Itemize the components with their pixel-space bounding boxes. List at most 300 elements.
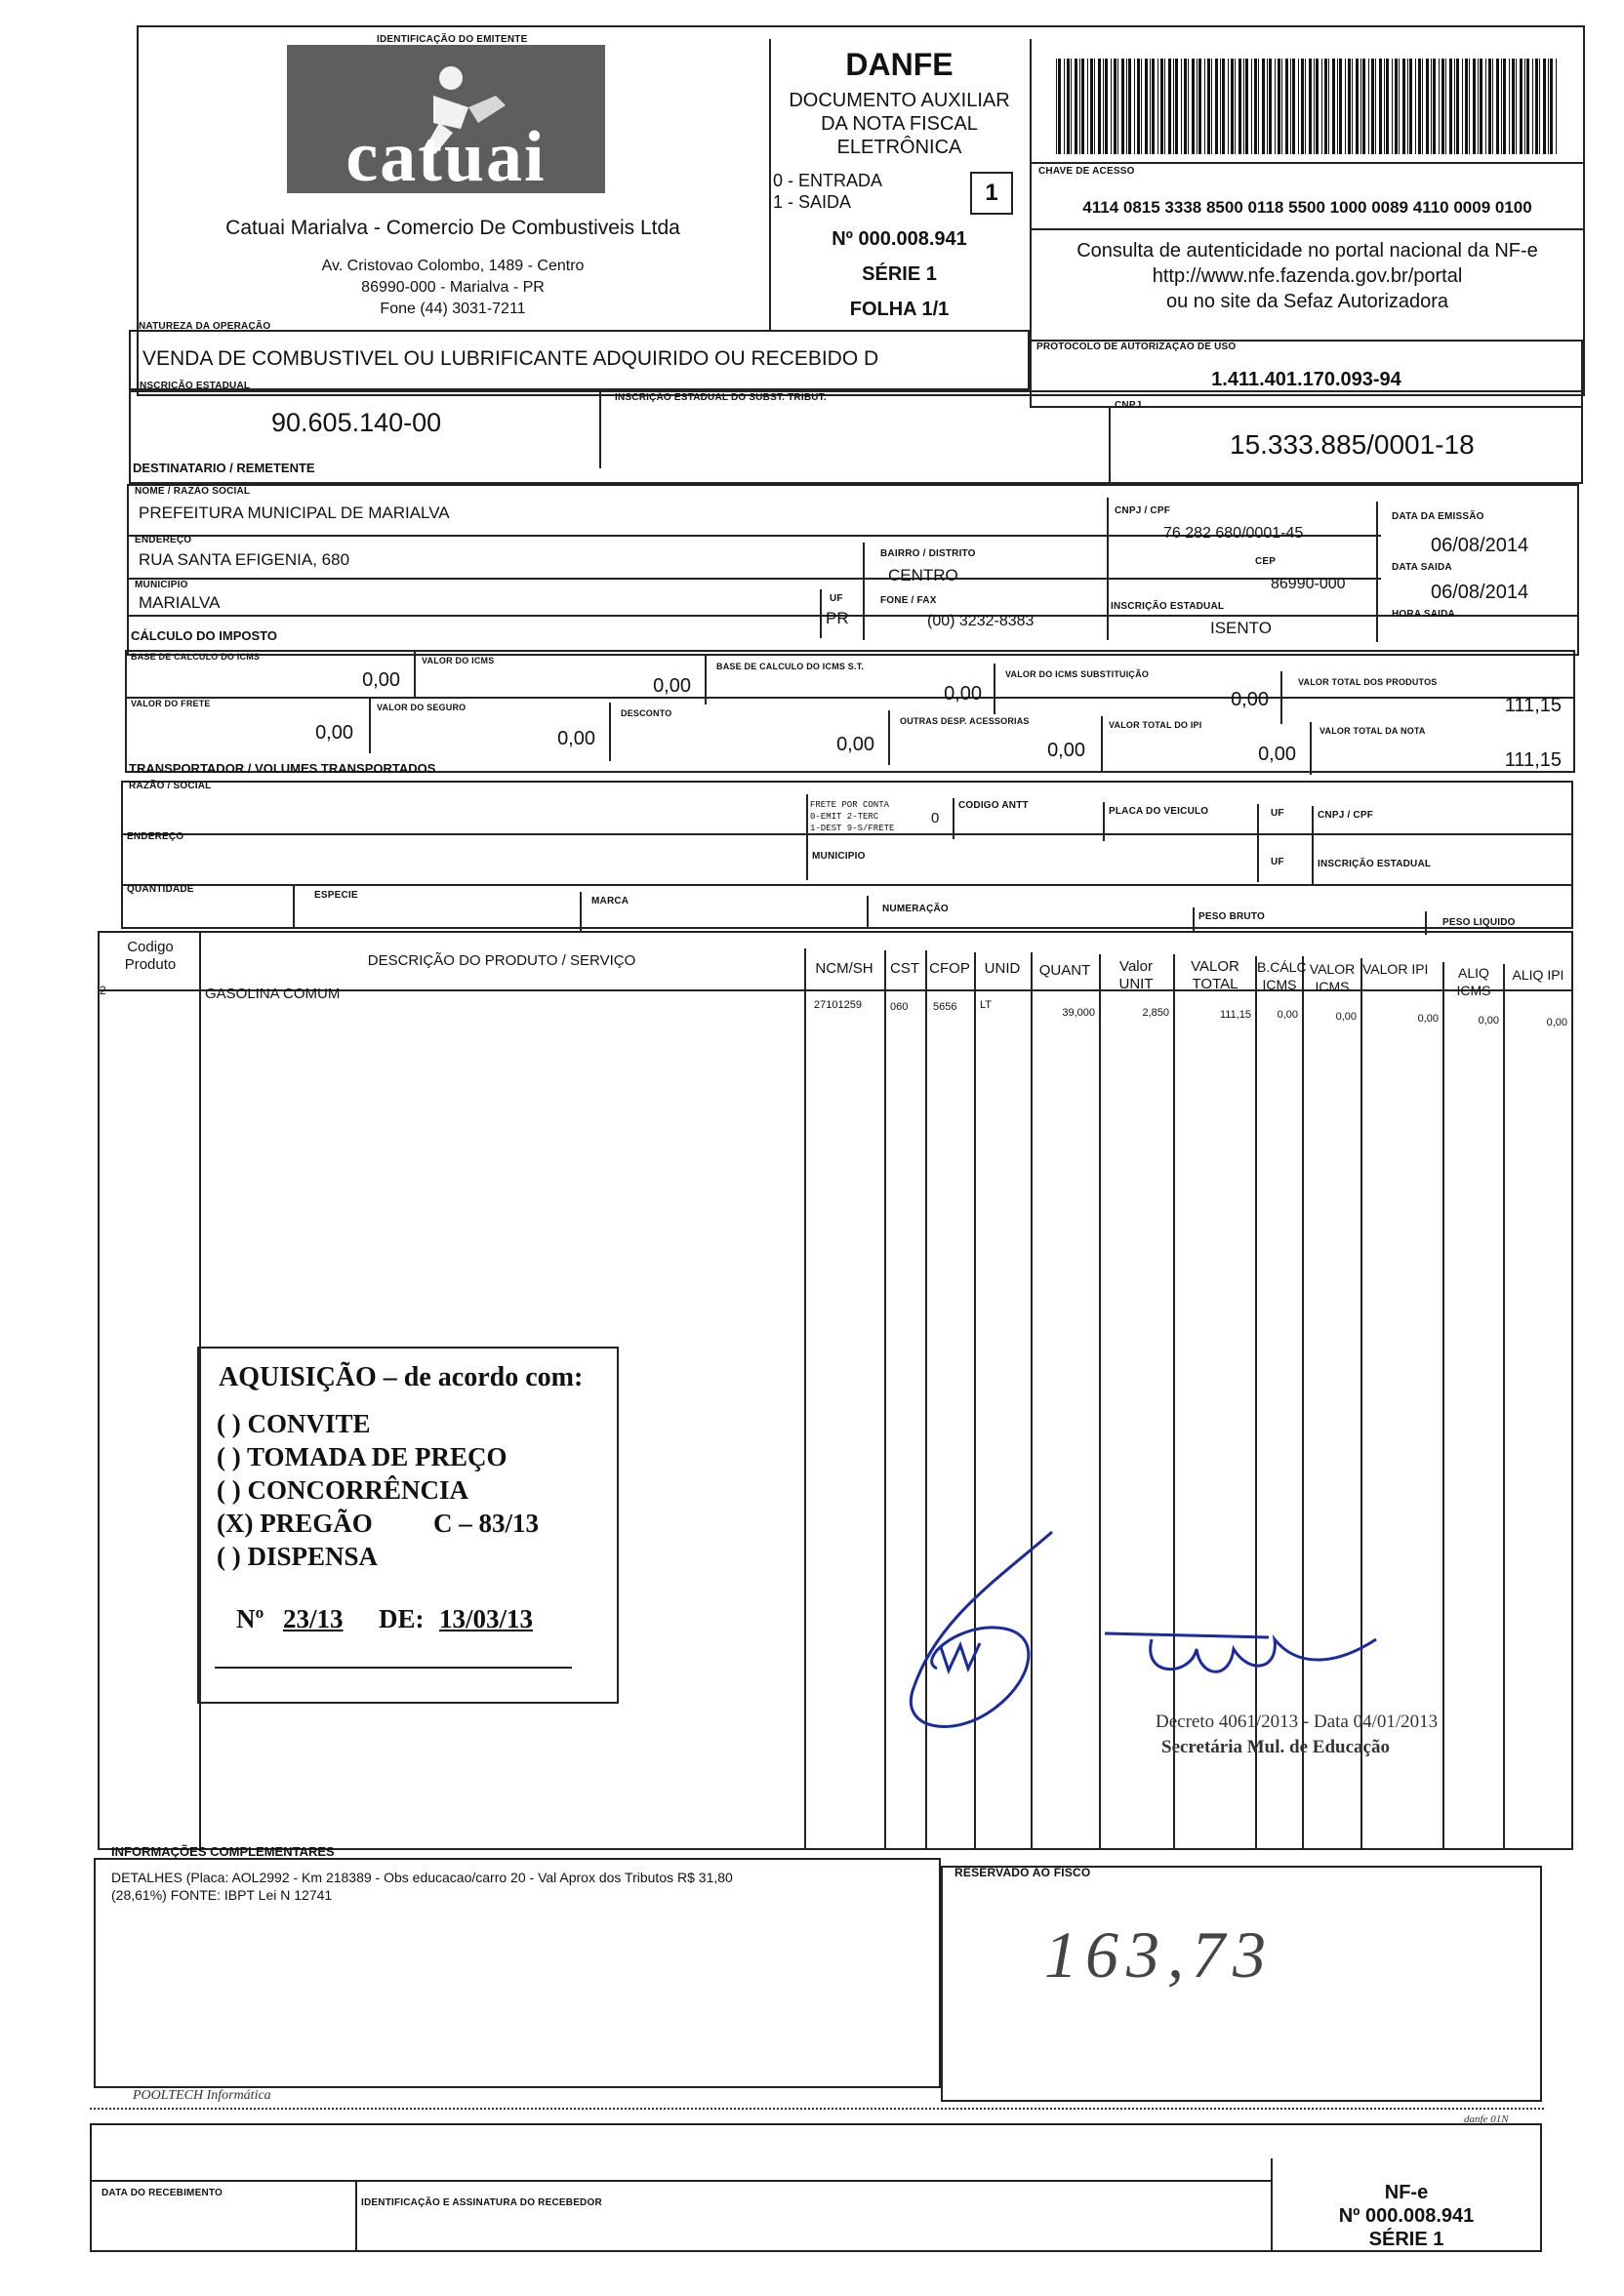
barcode-bar <box>1075 59 1077 154</box>
transp-uf2-label: UF <box>1271 857 1284 867</box>
barcode-bar <box>1251 59 1252 154</box>
th-cst: CST <box>890 960 919 977</box>
col-divider <box>804 948 806 1850</box>
barcode-bar <box>1550 59 1553 154</box>
razao-label: RAZÃO / SOCIAL <box>129 781 212 791</box>
stamp-dispensa: ( ) DISPENSA <box>217 1542 379 1571</box>
th-descricao: DESCRIÇÃO DO PRODUTO / SERVIÇO <box>367 952 636 969</box>
barcode-bar <box>1181 59 1182 154</box>
cep: 86990-000 <box>1271 576 1346 592</box>
barcode-bar <box>1258 59 1259 154</box>
cell-vicms: 0,00 <box>1335 1011 1357 1023</box>
danfe-serie: SÉRIE 1 <box>862 263 937 285</box>
divider <box>355 2180 357 2252</box>
stamp-title: AQUISIÇÃO – de acordo com: <box>219 1362 584 1392</box>
transportador-section: TRANSPORTADOR / VOLUMES TRANSPORTADOS <box>129 761 436 776</box>
divider <box>90 2180 1273 2182</box>
data-emissao-label: DATA DA EMISSÃO <box>1392 511 1484 522</box>
barcode-bar <box>1456 59 1459 154</box>
data-recebimento-label: DATA DO RECEBIMENTO <box>102 2188 223 2198</box>
barcode-bar <box>1079 59 1080 154</box>
barcode-bar <box>1532 59 1533 154</box>
base-st-label: BASE DE CALCULO DO ICMS S.T. <box>716 662 865 671</box>
barcode-bar <box>1339 59 1342 154</box>
placa-label: PLACA DO VEICULO <box>1109 806 1209 817</box>
peso-liquido-label: PESO LIQUIDO <box>1442 917 1516 928</box>
barcode-bar <box>1449 59 1452 154</box>
th-quant: QUANT <box>1038 962 1091 979</box>
natureza-value: VENDA DE COMBUSTIVEL OU LUBRIFICANTE ADQUIRIDO OU RECEBIDO D <box>142 347 879 370</box>
danfe-title: DANFE <box>845 47 954 82</box>
base-icms-label: BASE DE CALCULO DO ICMS <box>131 652 261 662</box>
barcode-bar <box>1384 59 1385 154</box>
barcode-bar <box>1121 59 1124 154</box>
barcode-bar <box>1454 59 1455 154</box>
barcode-bar <box>1145 59 1148 154</box>
barcode-bar <box>1111 59 1112 154</box>
divider <box>121 884 1573 886</box>
barcode-bar <box>1478 59 1479 154</box>
municipio-label: MUNICIPIO <box>135 580 188 590</box>
barcode-bar <box>1348 59 1351 154</box>
barcode-bar <box>1431 59 1432 154</box>
barcode-bar <box>1128 59 1131 154</box>
barcode-bar <box>1243 59 1244 154</box>
cell-quant: 39,000 <box>1062 1007 1095 1019</box>
barcode-bar <box>1433 59 1436 154</box>
total-produtos: 111,15 <box>1504 695 1562 716</box>
desconto: 0,00 <box>836 734 874 755</box>
divider <box>1312 806 1314 884</box>
barcode-bar <box>1386 59 1389 154</box>
transp-endereco-label: ENDEREÇO <box>127 831 184 842</box>
identificacao-label: IDENTIFICAÇÃO E ASSINATURA DO RECEBEDOR <box>361 2197 602 2208</box>
tipo-saida: 1 - SAIDA <box>773 192 852 212</box>
divider <box>1310 722 1312 775</box>
divider <box>863 543 865 640</box>
bairro-label: BAIRRO / DISTRITO <box>880 548 976 559</box>
company-logo <box>287 45 605 197</box>
barcode-bar <box>1337 59 1338 154</box>
seguro-label: VALOR DO SEGURO <box>377 703 467 712</box>
transp-cnpj-label: CNPJ / CPF <box>1318 810 1374 821</box>
barcode-bar <box>1501 59 1502 154</box>
barcode-bar <box>1356 59 1359 154</box>
valor-icms-label: VALOR DO ICMS <box>422 656 495 665</box>
th-bcalc: B.CÁLC ICMS <box>1257 959 1307 992</box>
stamp-signature-line <box>215 1667 572 1669</box>
software-credit: POOLTECH Informática <box>133 2088 271 2103</box>
barcode-bar <box>1301 59 1304 154</box>
barcode-bar <box>1409 59 1412 154</box>
barcode-bar <box>1105 59 1108 154</box>
barcode-bar <box>1539 59 1540 154</box>
valor-icms: 0,00 <box>653 675 691 697</box>
frete-conta-value: 0 <box>931 810 940 826</box>
cell-ncm: 27101259 <box>814 999 862 1011</box>
barcode-bar <box>1269 59 1272 154</box>
barcode-bar <box>1094 59 1095 154</box>
transp-municipio-label: MUNICIPIO <box>812 851 866 862</box>
ipi: 0,00 <box>1258 744 1296 765</box>
cell-aicms: 0,00 <box>1478 1015 1499 1027</box>
frete-conta-1: FRETE POR CONTA <box>810 800 890 810</box>
barcode-bar <box>1098 59 1101 154</box>
outras: 0,00 <box>1047 740 1085 761</box>
frete-label: VALOR DO FRETE <box>131 699 211 708</box>
divider <box>599 390 601 468</box>
barcode-bar <box>1152 59 1155 154</box>
barcode-bar <box>1231 59 1234 154</box>
barcode-bar <box>1316 59 1319 154</box>
barcode-bar <box>1211 59 1212 154</box>
frete-conta-2: 0-EMIT 2-TERC <box>810 812 879 822</box>
divider <box>121 833 1573 835</box>
barcode-bar <box>1496 59 1499 154</box>
th-vtotal: VALOR TOTAL <box>1191 958 1239 992</box>
cell-codigo: 2 <box>100 984 106 997</box>
danfe-subtitle-2: DA NOTA FISCAL <box>821 113 978 135</box>
th-vicms: VALOR ICMS <box>1309 961 1356 994</box>
info-text-2: (28,61%) FONTE: IBPT Lei N 12741 <box>111 1887 333 1903</box>
danfe-subtitle-1: DOCUMENTO AUXILIAR <box>789 90 1010 111</box>
divider <box>127 578 1381 580</box>
emitente-phone: Fone (44) 3031-7211 <box>380 301 526 317</box>
ie-st-label: INSCRIÇÃO ESTADUAL DO SUBST. TRIBUT. <box>615 392 827 403</box>
blue-signature-icon <box>878 1522 1113 1747</box>
barcode-bar <box>1321 59 1322 154</box>
th-vunit: Valor UNIT <box>1118 958 1154 992</box>
municipio: MARIALVA <box>139 593 221 612</box>
barcode-bar <box>1164 59 1165 154</box>
barcode-bar <box>1278 59 1280 154</box>
barcode-bar <box>1379 59 1382 154</box>
barcode-bar <box>1328 59 1329 154</box>
barcode-bar <box>1422 59 1423 154</box>
barcode-bar <box>1290 59 1291 154</box>
barcode-bar <box>1402 59 1405 154</box>
stamp-concorrencia: ( ) CONCORRÊNCIA <box>217 1475 468 1505</box>
chave-value: 4114 0815 3338 8500 0118 5500 1000 0089 4110 0009 0100 <box>1082 198 1532 217</box>
barcode-bar <box>1309 59 1312 154</box>
base-icms: 0,00 <box>362 669 400 691</box>
barcode-bar <box>1198 59 1201 154</box>
barcode-bar <box>1548 59 1549 154</box>
th-ncm: NCM/SH <box>815 960 873 977</box>
dest-cnpj: 76 282 680/0001-45 <box>1163 525 1304 542</box>
danfe-subtitle-3: ELETRÔNICA <box>836 137 962 158</box>
barcode-bar <box>1071 59 1072 154</box>
barcode-bar <box>1509 59 1510 154</box>
divider <box>125 697 1575 699</box>
barcode-bar <box>1314 59 1315 154</box>
barcode-bar <box>1126 59 1127 154</box>
divider <box>609 703 611 761</box>
cnpj-value: 15.333.885/0001-18 <box>1230 429 1475 460</box>
dest-nome-label: NOME / RAZÃO SOCIAL <box>135 486 251 497</box>
divider <box>1030 162 1585 164</box>
cut-line <box>90 2108 1544 2110</box>
col-divider <box>1442 962 1444 1850</box>
barcode-bar <box>1305 59 1306 154</box>
dest-nome: PREFEITURA MUNICIPAL DE MARIALVA <box>139 504 450 522</box>
barcode-bar <box>1090 59 1093 154</box>
cell-bcalc: 0,00 <box>1277 1009 1298 1021</box>
barcode-bar <box>1392 59 1393 154</box>
uf: PR <box>826 609 849 627</box>
barcode-bar <box>1371 59 1374 154</box>
total-nota: 111,15 <box>1504 749 1562 771</box>
cell-aipi: 0,00 <box>1546 1017 1567 1028</box>
th-aicms: ALIQ ICMS <box>1456 965 1491 998</box>
divider <box>1280 671 1282 724</box>
fisco-handwritten-value: 163,73 <box>1044 1917 1274 1992</box>
emitente-city: 86990-000 - Marialva - PR <box>361 279 545 296</box>
stamp-pregao-num: C – 83/13 <box>433 1509 539 1538</box>
marca-label: MARCA <box>591 896 629 906</box>
divider <box>1193 907 1195 933</box>
barcode-bar <box>1526 59 1529 154</box>
barcode-bar <box>1298 59 1299 154</box>
barcode-bar <box>1150 59 1151 154</box>
emitente-name: Catuai Marialva - Comercio De Combustiveis Ltda <box>225 217 680 239</box>
barcode-bar <box>1267 59 1268 154</box>
imposto-section: CÁLCULO DO IMPOSTO <box>131 628 277 643</box>
barcode-bar <box>1175 59 1178 154</box>
barcode-bar <box>1262 59 1265 154</box>
emitente-address: Av. Cristovao Colombo, 1489 - Centro <box>321 258 585 274</box>
divider <box>888 710 890 765</box>
barcode-bar <box>1324 59 1327 154</box>
protocolo-label: PROTOCOLO DE AUTORIZAÇÃO DE USO <box>1036 342 1237 352</box>
total-nota-label: VALOR TOTAL DA NOTA <box>1320 726 1426 736</box>
divider <box>127 615 1579 617</box>
dest-endereco-label: ENDEREÇO <box>135 535 192 545</box>
info-section: INFORMAÇÕES COMPLEMENTARES <box>111 1844 335 1859</box>
barcode-bar <box>1445 59 1446 154</box>
footer-serie: SÉRIE 1 <box>1368 2229 1444 2250</box>
barcode-bar <box>1064 59 1065 154</box>
barcode-bar <box>1160 59 1163 154</box>
outras-label: OUTRAS DESP. ACESSORIAS <box>900 716 1030 726</box>
barcode-bar <box>1197 59 1198 154</box>
data-saida-label: DATA SAIDA <box>1392 562 1452 573</box>
barcode-bar <box>1465 59 1468 154</box>
barcode-bar <box>1056 59 1057 154</box>
numeracao-label: NUMERAÇÃO <box>882 904 949 914</box>
divider <box>1109 408 1111 484</box>
divider <box>953 798 954 839</box>
dest-ie: ISENTO <box>1210 619 1272 637</box>
barcode-bar <box>1141 59 1142 154</box>
col-divider <box>1503 964 1505 1850</box>
decreto-stamp-line-2: Secretária Mul. de Educação <box>1161 1737 1390 1757</box>
natureza-label: NATUREZA DA OPERAÇÃO <box>139 321 271 332</box>
barcode-bar <box>1081 59 1084 154</box>
barcode-bar <box>1360 59 1361 154</box>
protocolo-value: 1.411.401.170.093-94 <box>1211 369 1401 390</box>
divider <box>994 664 995 714</box>
barcode-bar <box>1492 59 1493 154</box>
stamp-de-label: DE: <box>379 1604 425 1633</box>
barcode-bar <box>1426 59 1429 154</box>
footer-nfe: NF-e <box>1384 2182 1429 2203</box>
barcode-bar <box>1220 59 1221 154</box>
stamp-de: 13/03/13 <box>439 1604 534 1633</box>
tipo-entrada: 0 - ENTRADA <box>773 171 883 190</box>
barcode-bar <box>1188 59 1189 154</box>
divider <box>1376 502 1378 642</box>
stamp-tomada: ( ) TOMADA DE PREÇO <box>217 1442 508 1471</box>
barcode-icon <box>1054 59 1562 154</box>
decreto-stamp-line-1: Decreto 4061/2013 - Data 04/01/2013 <box>1156 1712 1439 1732</box>
consulta-line-1: Consulta de autenticidade no portal nacional da NF-e <box>1076 240 1538 262</box>
transp-uf-label: UF <box>1271 808 1284 819</box>
barcode-bar <box>1173 59 1174 154</box>
cell-cfop: 5656 <box>933 1001 957 1013</box>
fone: (00) 3232-8383 <box>927 613 1035 629</box>
barcode-bar <box>1281 59 1282 154</box>
fone-label: FONE / FAX <box>880 595 937 606</box>
divider <box>820 589 822 638</box>
divider <box>705 656 707 705</box>
cell-cst: 060 <box>890 1001 909 1013</box>
barcode-bar <box>1245 59 1248 154</box>
barcode-bar <box>1418 59 1421 154</box>
danfe-tag: danfe 01N <box>1464 2114 1509 2125</box>
barcode-bar <box>1462 59 1463 154</box>
barcode-bar <box>1480 59 1482 154</box>
barcode-bar <box>1117 59 1118 154</box>
ie-value: 90.605.140-00 <box>271 408 442 437</box>
barcode-bar <box>1503 59 1506 154</box>
footer-numero: Nº 000.008.941 <box>1338 2205 1475 2227</box>
cnpj-label: CNPJ <box>1115 400 1142 411</box>
barcode-bar <box>1362 59 1365 154</box>
barcode <box>1054 59 1562 154</box>
base-st: 0,00 <box>944 683 982 705</box>
barcode-bar <box>1285 59 1288 154</box>
barcode-bar <box>1184 59 1187 154</box>
barcode-bar <box>1415 59 1416 154</box>
cell-vunit: 2,850 <box>1142 1007 1169 1019</box>
barcode-bar <box>1469 59 1470 154</box>
th-codigo: Codigo Produto <box>124 939 177 973</box>
tipo-box: 1 <box>970 172 1013 215</box>
barcode-bar <box>1087 59 1088 154</box>
barcode-bar <box>1516 59 1517 154</box>
divider <box>293 886 295 929</box>
cep-label: CEP <box>1255 556 1277 567</box>
frete: 0,00 <box>315 722 353 744</box>
second-signature-icon <box>1103 1620 1396 1698</box>
total-produtos-label: VALOR TOTAL DOS PRODUTOS <box>1298 677 1438 687</box>
chave-label: CHAVE DE ACESSO <box>1038 166 1135 177</box>
divider <box>806 794 808 880</box>
barcode-bar <box>1485 59 1486 154</box>
destinatario-section: DESTINATARIO / REMETENTE <box>133 461 315 475</box>
stamp-convite: ( ) CONVITE <box>217 1409 371 1438</box>
barcode-bar <box>1535 59 1538 154</box>
valor-st-label: VALOR DO ICMS SUBSTITUIÇÃO <box>1005 669 1150 679</box>
stamp-num: 23/13 <box>283 1604 344 1633</box>
barcode-bar <box>1352 59 1353 154</box>
th-aipi: ALIQ IPI <box>1512 967 1564 983</box>
barcode-bar <box>1238 59 1241 154</box>
data-saida: 06/08/2014 <box>1431 582 1529 603</box>
cell-vtotal: 111,15 <box>1219 1009 1251 1021</box>
th-vipi: VALOR IPI <box>1362 961 1429 977</box>
barcode-bar <box>1556 59 1557 154</box>
barcode-bar <box>1137 59 1140 154</box>
barcode-bar <box>1520 59 1522 154</box>
barcode-bar <box>1512 59 1515 154</box>
divider <box>414 650 416 697</box>
logo-text: catuai <box>345 117 547 197</box>
th-unid: UNID <box>984 960 1021 977</box>
stamp-num-label: Nº <box>236 1604 264 1633</box>
divider <box>867 896 869 929</box>
barcode-bar <box>1168 59 1171 154</box>
divider <box>1101 716 1103 771</box>
barcode-bar <box>1207 59 1210 154</box>
transp-ie-label: INSCRIÇÃO ESTADUAL <box>1318 859 1432 869</box>
barcode-bar <box>1254 59 1257 154</box>
dest-ie-label: INSCRIÇÃO ESTADUAL <box>1111 601 1225 612</box>
barcode-bar <box>1222 59 1225 154</box>
barcode-bar <box>1345 59 1346 154</box>
barcode-bar <box>1215 59 1218 154</box>
cell-descricao: GASOLINA COMUM <box>205 986 341 1002</box>
quantidade-label: QUANTIDADE <box>127 884 194 895</box>
barcode-bar <box>1134 59 1135 154</box>
barcode-bar <box>1375 59 1376 154</box>
barcode-bar <box>1399 59 1400 154</box>
valor-st: 0,00 <box>1231 689 1269 710</box>
barcode-bar <box>1368 59 1369 154</box>
barcode-bar <box>1473 59 1476 154</box>
dest-endereco: RUA SANTA EFIGENIA, 680 <box>139 550 350 569</box>
divider <box>1107 498 1109 640</box>
ipi-label: VALOR TOTAL DO IPI <box>1109 720 1202 730</box>
barcode-bar <box>1488 59 1491 154</box>
barcode-bar <box>1395 59 1398 154</box>
danfe-folha: FOLHA 1/1 <box>849 299 950 320</box>
divider <box>1103 802 1105 841</box>
hora-saida-label: HORA SAIDA <box>1392 609 1455 620</box>
desconto-label: DESCONTO <box>621 708 672 718</box>
data-emissao: 06/08/2014 <box>1431 535 1529 556</box>
barcode-bar <box>1275 59 1276 154</box>
barcode-bar <box>1067 59 1070 154</box>
seguro: 0,00 <box>557 728 595 749</box>
peso-bruto-label: PESO BRUTO <box>1198 911 1265 922</box>
aquisicao-stamp <box>197 1347 619 1704</box>
consulta-line-3: ou no site da Sefaz Autorizadora <box>1165 291 1449 312</box>
barcode-bar <box>1235 59 1236 154</box>
bairro: CENTRO <box>888 566 958 584</box>
barcode-bar <box>1441 59 1444 154</box>
emitente-label: IDENTIFICAÇÃO DO EMITENTE <box>377 34 528 45</box>
barcode-bar <box>1332 59 1335 154</box>
consulta-line-2: http://www.nfe.fazenda.gov.br/portal <box>1152 265 1463 287</box>
divider <box>369 697 371 753</box>
barcode-bar <box>1439 59 1440 154</box>
barcode-bar <box>1292 59 1295 154</box>
especie-label: ESPECIE <box>314 890 358 901</box>
fisco-label: RESERVADO AO FISCO <box>954 1866 1091 1879</box>
barcode-bar <box>1524 59 1525 154</box>
